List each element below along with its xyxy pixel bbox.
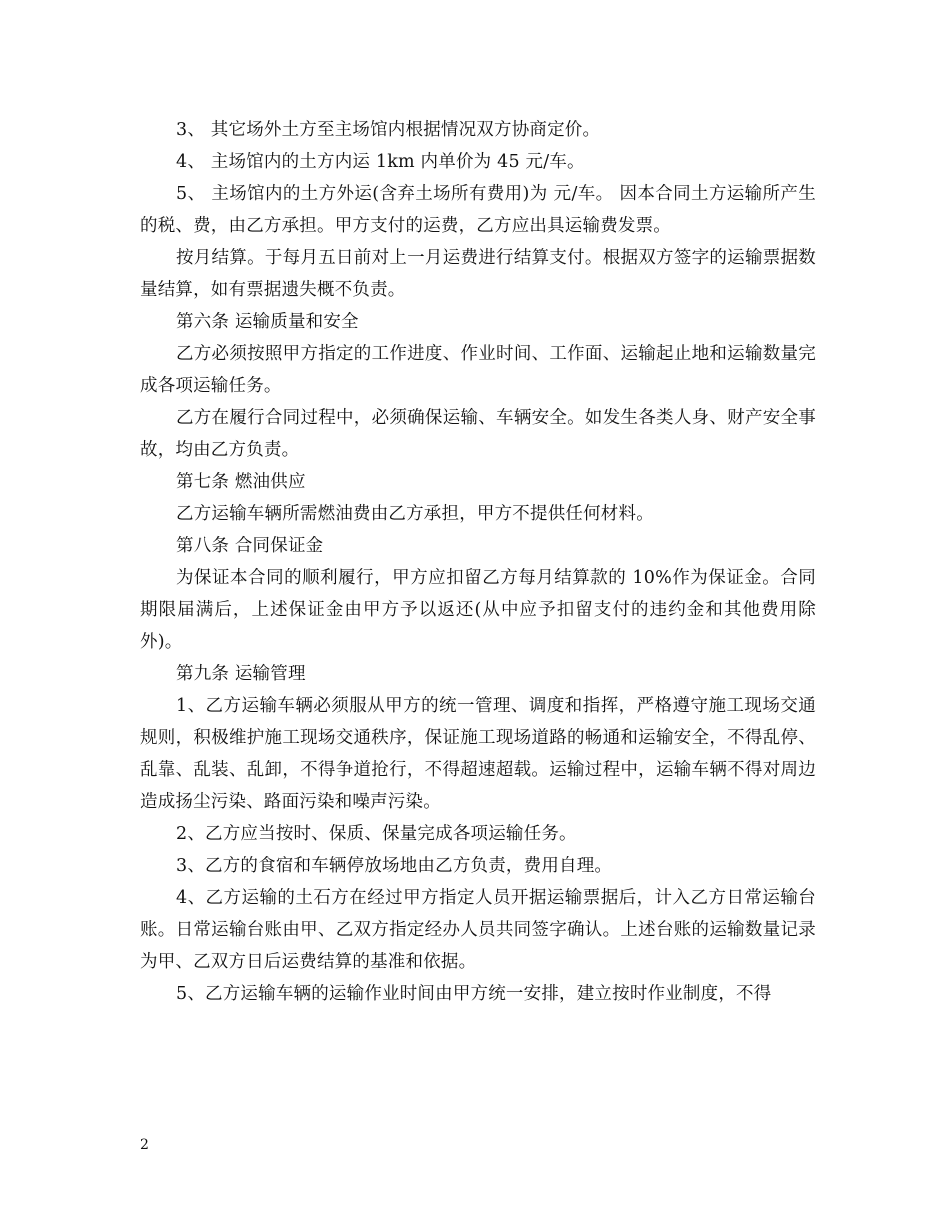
paragraph: 按月结算。于每月五日前对上一月运费进行结算支付。根据双方签字的运输票据数量结算，如有票据遗失概不负责。 — [140, 248, 816, 300]
body-text — [140, 114, 816, 1010]
paragraph: 3、 其它场外土方至主场馆内根据情况双方协商定价。 — [176, 120, 601, 140]
paragraph: 乙方在履行合同过程中，必须确保运输、车辆安全。如发生各类人身、财产安全事故，均由乙方负责。 — [140, 408, 816, 460]
paragraph: 乙方必须按照甲方指定的工作进度、作业时间、工作面、运输起止地和运输数量完成各项运输任务。 — [140, 344, 816, 396]
section-heading: 第六条 运输质量和安全 — [176, 312, 359, 332]
paragraph: 乙方运输车辆所需燃油费由乙方承担，甲方不提供任何材料。 — [176, 504, 654, 524]
paragraph: 为保证本合同的顺利履行，甲方应扣留乙方每月结算款的 10%作为保证金。合同期限届满后，上述保证金由甲方予以返还(从中应予扣留支付的违约金和其他费用除外)。 — [140, 568, 816, 652]
section-heading: 第七条 燃油供应 — [176, 472, 306, 492]
page-number: 2 — [140, 1137, 149, 1153]
paragraph: 1、乙方运输车辆必须服从甲方的统一管理、调度和指挥，严格遵守施工现场交通规则，积极维护施工现场交通秩序，保证施工现场道路的畅通和运输安全，不得乱停、乱靠、乱装、乱卸，不得争道抢行，不得超速超载。运输过程中，运输车辆不得对周边造成扬尘污染、路面污染和噪声污染。 — [140, 696, 816, 812]
paragraph: 5、 主场馆内的土方外运(含弃土场所有费用)为 元/车。 因本合同土方运输所产生的税、费，由乙方承担。甲方支付的运费，乙方应出具运输费发票。 — [140, 184, 816, 236]
paragraph: 2、乙方应当按时、保质、保量完成各项运输任务。 — [176, 824, 577, 844]
section-heading: 第八条 合同保证金 — [176, 536, 324, 556]
paragraph: 3、乙方的食宿和车辆停放场地由乙方负责，费用自理。 — [176, 856, 613, 876]
paragraph: 4、 主场馆内的土方内运 1km 内单价为 45 元/车。 — [176, 152, 585, 172]
section-heading: 第九条 运输管理 — [176, 664, 306, 684]
paragraph: 5、乙方运输车辆的运输作业时间由甲方统一安排，建立按时作业制度，不得 — [176, 984, 772, 1004]
paragraph: 4、乙方运输的土石方在经过甲方指定人员开据运输票据后，计入乙方日常运输台账。日常运输台账由甲、乙双方指定经办人员共同签字确认。上述台账的运输数量记录为甲、乙双方日后运费结算的基准和依据。 — [140, 888, 816, 972]
